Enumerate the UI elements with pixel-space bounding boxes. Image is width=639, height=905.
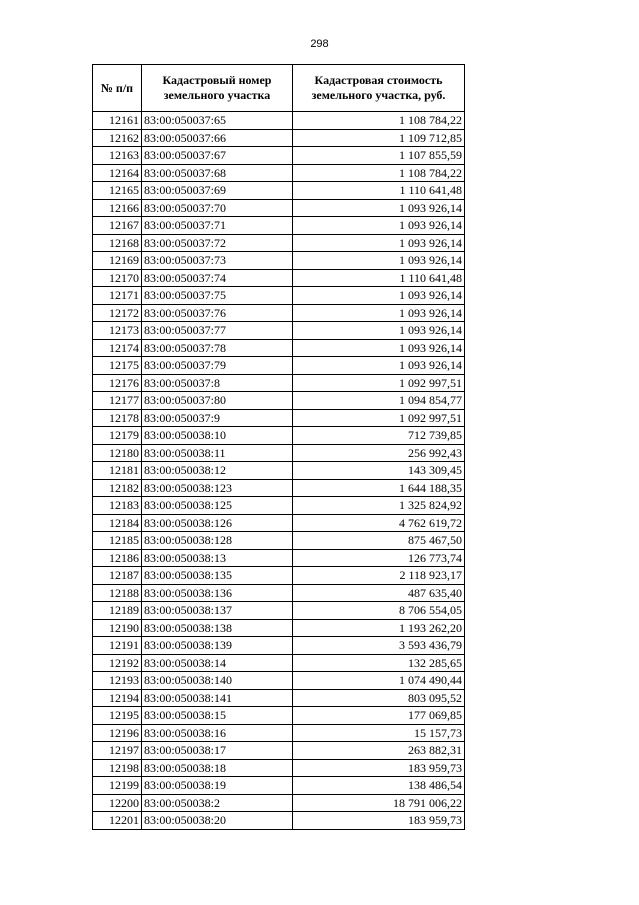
cadastral-value-cell: 1 093 926,14 xyxy=(293,322,465,340)
cadastral-value-cell: 1 110 641,48 xyxy=(293,182,465,200)
table-row xyxy=(93,339,465,357)
row-number-cell: 12194 xyxy=(93,689,142,707)
table-row xyxy=(93,392,465,410)
cadastral-number-cell: 83:00:050038:16 xyxy=(142,724,293,742)
cadastral-value-cell: 1 093 926,14 xyxy=(293,252,465,270)
table-row xyxy=(93,654,465,672)
table-header xyxy=(93,65,465,112)
row-number-cell: 12193 xyxy=(93,672,142,690)
row-number-cell: 12162 xyxy=(93,129,142,147)
cadastral-number-cell: 83:00:050038:140 xyxy=(142,672,293,690)
table-row xyxy=(93,759,465,777)
row-number-cell: 12199 xyxy=(93,777,142,795)
cadastral-value-cell: 138 486,54 xyxy=(293,777,465,795)
column-header-number: № п/п xyxy=(93,65,142,112)
row-number-cell: 12184 xyxy=(93,514,142,532)
cadastral-number-cell: 83:00:050037:67 xyxy=(142,147,293,165)
row-number-cell: 12183 xyxy=(93,497,142,515)
page-number: 298 xyxy=(310,38,329,50)
cadastral-value-cell: 1 093 926,14 xyxy=(293,217,465,235)
cadastral-value-cell: 2 118 923,17 xyxy=(293,567,465,585)
row-number-cell: 12200 xyxy=(93,794,142,812)
cadastral-value-cell: 1 109 712,85 xyxy=(293,129,465,147)
cadastral-value-cell: 712 739,85 xyxy=(293,427,465,445)
table-row xyxy=(93,322,465,340)
cadastral-value-cell: 15 157,73 xyxy=(293,724,465,742)
cadastral-number-cell: 83:00:050038:123 xyxy=(142,479,293,497)
row-number-cell: 12201 xyxy=(93,812,142,830)
cadastral-value-cell: 803 095,52 xyxy=(293,689,465,707)
cadastral-value-cell: 1 093 926,14 xyxy=(293,304,465,322)
cadastral-value-cell: 1 093 926,14 xyxy=(293,357,465,375)
row-number-cell: 12181 xyxy=(93,462,142,480)
cadastral-value-cell: 8 706 554,05 xyxy=(293,602,465,620)
cadastral-value-cell: 1 092 997,51 xyxy=(293,409,465,427)
cadastral-value-cell: 1 108 784,22 xyxy=(293,164,465,182)
table-row xyxy=(93,409,465,427)
row-number-cell: 12172 xyxy=(93,304,142,322)
table-row xyxy=(93,217,465,235)
cadastral-value-cell: 177 069,85 xyxy=(293,707,465,725)
cadastral-number-cell: 83:00:050038:2 xyxy=(142,794,293,812)
cadastral-value-cell: 183 959,73 xyxy=(293,812,465,830)
table-row xyxy=(93,164,465,182)
table-row xyxy=(93,444,465,462)
cadastral-value-cell: 1 193 262,20 xyxy=(293,619,465,637)
table-row xyxy=(93,689,465,707)
row-number-cell: 12178 xyxy=(93,409,142,427)
cadastral-number-cell: 83:00:050037:74 xyxy=(142,269,293,287)
cadastral-number-cell: 83:00:050038:135 xyxy=(142,567,293,585)
table-row xyxy=(93,549,465,567)
row-number-cell: 12182 xyxy=(93,479,142,497)
cadastral-value-cell: 1 110 641,48 xyxy=(293,269,465,287)
table-row xyxy=(93,602,465,620)
table-row xyxy=(93,777,465,795)
table-row xyxy=(93,287,465,305)
row-number-cell: 12170 xyxy=(93,269,142,287)
cadastral-value-cell: 1 093 926,14 xyxy=(293,234,465,252)
row-number-cell: 12179 xyxy=(93,427,142,445)
cadastral-number-cell: 83:00:050037:66 xyxy=(142,129,293,147)
table-row xyxy=(93,129,465,147)
column-header-cadastral-number: Кадастровый номер земельного участка xyxy=(142,65,293,112)
cadastral-value-cell: 132 285,65 xyxy=(293,654,465,672)
cadastral-number-cell: 83:00:050038:15 xyxy=(142,707,293,725)
cadastral-number-cell: 83:00:050037:69 xyxy=(142,182,293,200)
cadastral-value-cell: 1 094 854,77 xyxy=(293,392,465,410)
row-number-cell: 12187 xyxy=(93,567,142,585)
table-row xyxy=(93,584,465,602)
table-row xyxy=(93,567,465,585)
cadastral-value-cell: 183 959,73 xyxy=(293,759,465,777)
row-number-cell: 12168 xyxy=(93,234,142,252)
row-number-cell: 12192 xyxy=(93,654,142,672)
cadastral-value-cell: 256 992,43 xyxy=(293,444,465,462)
row-number-cell: 12167 xyxy=(93,217,142,235)
cadastral-number-cell: 83:00:050037:77 xyxy=(142,322,293,340)
cadastral-number-cell: 83:00:050037:8 xyxy=(142,374,293,392)
cadastral-number-cell: 83:00:050038:20 xyxy=(142,812,293,830)
row-number-cell: 12164 xyxy=(93,164,142,182)
cadastral-value-cell: 1 325 824,92 xyxy=(293,497,465,515)
cadastral-number-cell: 83:00:050037:65 xyxy=(142,112,293,130)
cadastral-value-cell: 1 107 855,59 xyxy=(293,147,465,165)
row-number-cell: 12169 xyxy=(93,252,142,270)
table-row xyxy=(93,794,465,812)
row-number-cell: 12174 xyxy=(93,339,142,357)
cadastral-number-cell: 83:00:050038:11 xyxy=(142,444,293,462)
table-row xyxy=(93,304,465,322)
row-number-cell: 12190 xyxy=(93,619,142,637)
row-number-cell: 12196 xyxy=(93,724,142,742)
row-number-cell: 12191 xyxy=(93,637,142,655)
table-row xyxy=(93,742,465,760)
cadastral-value-cell: 143 309,45 xyxy=(293,462,465,480)
header-row xyxy=(93,65,465,112)
table-row xyxy=(93,619,465,637)
cadastral-value-cell: 4 762 619,72 xyxy=(293,514,465,532)
cadastral-value-cell: 3 593 436,79 xyxy=(293,637,465,655)
cadastral-number-cell: 83:00:050038:13 xyxy=(142,549,293,567)
column-header-cadastral-value: Кадастровая стоимость земельного участка, руб. xyxy=(293,65,465,112)
table-body xyxy=(93,112,465,830)
cadastral-number-cell: 83:00:050037:68 xyxy=(142,164,293,182)
cadastral-number-cell: 83:00:050038:136 xyxy=(142,584,293,602)
cadastral-number-cell: 83:00:050038:137 xyxy=(142,602,293,620)
row-number-cell: 12177 xyxy=(93,392,142,410)
cadastral-number-cell: 83:00:050038:14 xyxy=(142,654,293,672)
table-row xyxy=(93,707,465,725)
cadastral-number-cell: 83:00:050038:138 xyxy=(142,619,293,637)
table-row xyxy=(93,269,465,287)
cadastral-value-cell: 1 093 926,14 xyxy=(293,339,465,357)
cadastral-number-cell: 83:00:050038:128 xyxy=(142,532,293,550)
cadastral-number-cell: 83:00:050038:139 xyxy=(142,637,293,655)
row-number-cell: 12188 xyxy=(93,584,142,602)
row-number-cell: 12197 xyxy=(93,742,142,760)
row-number-cell: 12186 xyxy=(93,549,142,567)
cadastral-value-cell: 1 092 997,51 xyxy=(293,374,465,392)
cadastral-number-cell: 83:00:050038:10 xyxy=(142,427,293,445)
row-number-cell: 12175 xyxy=(93,357,142,375)
cadastral-number-cell: 83:00:050038:18 xyxy=(142,759,293,777)
cadastral-value-cell: 1 093 926,14 xyxy=(293,199,465,217)
table-row xyxy=(93,252,465,270)
cadastral-number-cell: 83:00:050038:12 xyxy=(142,462,293,480)
row-number-cell: 12165 xyxy=(93,182,142,200)
row-number-cell: 12198 xyxy=(93,759,142,777)
cadastral-number-cell: 83:00:050037:75 xyxy=(142,287,293,305)
cadastral-number-cell: 83:00:050038:126 xyxy=(142,514,293,532)
table-row xyxy=(93,637,465,655)
cadastral-value-cell: 18 791 006,22 xyxy=(293,794,465,812)
row-number-cell: 12173 xyxy=(93,322,142,340)
table-row xyxy=(93,182,465,200)
cadastral-number-cell: 83:00:050037:79 xyxy=(142,357,293,375)
cadastral-number-cell: 83:00:050037:78 xyxy=(142,339,293,357)
cadastral-number-cell: 83:00:050038:125 xyxy=(142,497,293,515)
row-number-cell: 12180 xyxy=(93,444,142,462)
cadastral-number-cell: 83:00:050037:80 xyxy=(142,392,293,410)
cadastral-number-cell: 83:00:050038:141 xyxy=(142,689,293,707)
table-row xyxy=(93,112,465,130)
cadastral-number-cell: 83:00:050037:76 xyxy=(142,304,293,322)
cadastral-value-cell: 126 773,74 xyxy=(293,549,465,567)
cadastral-value-cell: 1 093 926,14 xyxy=(293,287,465,305)
cadastral-value-table xyxy=(92,64,465,830)
table-row xyxy=(93,374,465,392)
cadastral-value-cell: 1 108 784,22 xyxy=(293,112,465,130)
row-number-cell: 12166 xyxy=(93,199,142,217)
cadastral-number-cell: 83:00:050037:70 xyxy=(142,199,293,217)
table-row xyxy=(93,479,465,497)
table-row xyxy=(93,462,465,480)
cadastral-number-cell: 83:00:050037:72 xyxy=(142,234,293,252)
table-row xyxy=(93,199,465,217)
cadastral-value-cell: 263 882,31 xyxy=(293,742,465,760)
row-number-cell: 12171 xyxy=(93,287,142,305)
table-row xyxy=(93,724,465,742)
table-row xyxy=(93,147,465,165)
row-number-cell: 12185 xyxy=(93,532,142,550)
row-number-cell: 12176 xyxy=(93,374,142,392)
table-row xyxy=(93,427,465,445)
row-number-cell: 12189 xyxy=(93,602,142,620)
table-row xyxy=(93,497,465,515)
row-number-cell: 12163 xyxy=(93,147,142,165)
cadastral-number-cell: 83:00:050038:17 xyxy=(142,742,293,760)
table-row xyxy=(93,234,465,252)
table-row xyxy=(93,357,465,375)
table-row xyxy=(93,532,465,550)
cadastral-value-cell: 487 635,40 xyxy=(293,584,465,602)
table-row xyxy=(93,812,465,830)
cadastral-number-cell: 83:00:050038:19 xyxy=(142,777,293,795)
cadastral-number-cell: 83:00:050037:71 xyxy=(142,217,293,235)
table-row xyxy=(93,514,465,532)
cadastral-number-cell: 83:00:050037:73 xyxy=(142,252,293,270)
table-row xyxy=(93,672,465,690)
cadastral-value-cell: 1 644 188,35 xyxy=(293,479,465,497)
cadastral-number-cell: 83:00:050037:9 xyxy=(142,409,293,427)
row-number-cell: 12195 xyxy=(93,707,142,725)
cadastral-value-cell: 1 074 490,44 xyxy=(293,672,465,690)
cadastral-value-cell: 875 467,50 xyxy=(293,532,465,550)
row-number-cell: 12161 xyxy=(93,112,142,130)
